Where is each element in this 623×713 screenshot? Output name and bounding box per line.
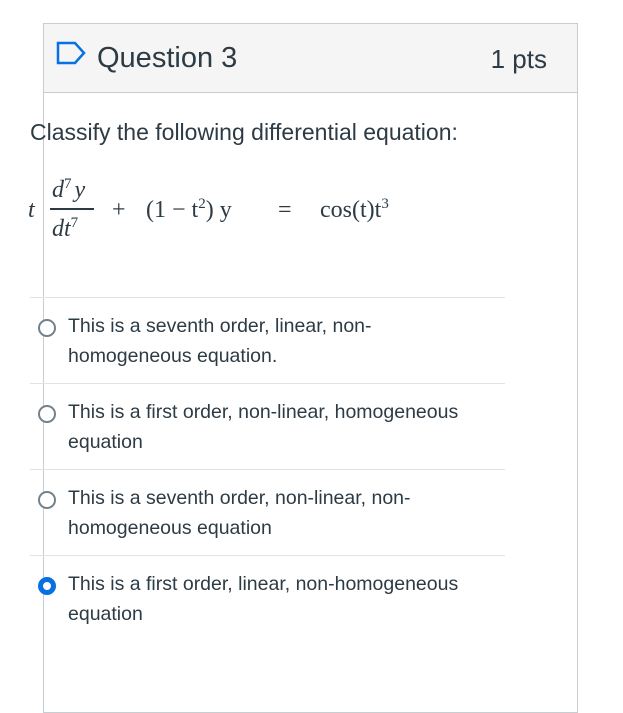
bookmark-flag-icon[interactable] — [56, 41, 86, 65]
answer-option-4[interactable] — [30, 555, 505, 641]
answer-option-3[interactable] — [30, 469, 505, 555]
radio-button-selected[interactable] — [38, 577, 56, 595]
question-header — [44, 24, 577, 93]
answer-label[interactable]: This is a seventh order, linear, non-homogeneous equation. — [68, 315, 372, 367]
eq-coefficient-t: t — [28, 197, 35, 223]
eq-paren-term: $(1 - t^2)$ y — [146, 196, 232, 223]
radio-button[interactable] — [38, 405, 56, 423]
answer-label[interactable]: This is a first order, linear, non-homogeneous equation — [68, 573, 459, 625]
radio-button[interactable] — [38, 491, 56, 509]
eq-equals: = — [278, 197, 292, 223]
question-points: 1 pts — [490, 44, 547, 74]
eq-plus: + — [112, 197, 126, 223]
differential-equation — [28, 168, 448, 268]
answer-list — [30, 297, 505, 641]
eq-numerator: $d^7$ y — [52, 176, 86, 203]
radio-button[interactable] — [38, 319, 56, 337]
eq-fraction-bar — [50, 208, 94, 210]
eq-rhs: $\cos(t)t^3$ — [320, 196, 389, 223]
answer-label[interactable]: This is a first order, non-linear, homogeneous equation — [68, 401, 459, 453]
question-title: Question 3 — [97, 42, 238, 74]
answer-option-2[interactable] — [30, 383, 505, 469]
eq-denominator: $dt^7$ — [52, 215, 79, 242]
answer-option-1[interactable] — [30, 297, 505, 383]
answer-label[interactable]: This is a seventh order, non-linear, non-homogeneous equation — [68, 487, 411, 539]
question-prompt: Classify the following differential equation: — [30, 119, 458, 145]
